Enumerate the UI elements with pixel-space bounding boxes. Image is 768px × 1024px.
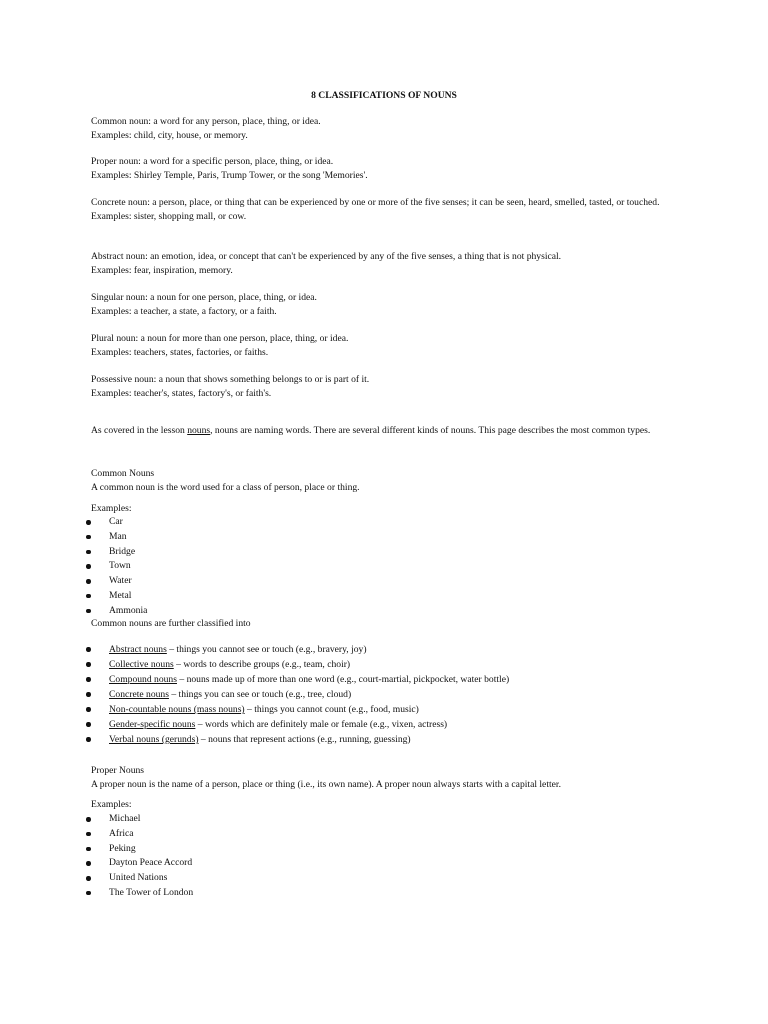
- list-item: Metal: [86, 589, 147, 604]
- proper-nouns-section-header: [91, 764, 561, 791]
- compound-nouns-link[interactable]: Compound nouns: [109, 674, 177, 685]
- list-item: [86, 702, 509, 717]
- non-countable-nouns-link[interactable]: Non-countable nouns (mass nouns): [109, 704, 245, 715]
- intro-paragraph: [91, 424, 661, 438]
- abstract-nouns-link[interactable]: Abstract nouns: [109, 644, 167, 655]
- common-nouns-section-header: [91, 467, 360, 494]
- list-item: Michael: [86, 812, 193, 827]
- definition-examples: Examples: teacher's, states, factory's, or faith's.: [91, 387, 272, 399]
- definition-concrete-noun: [91, 196, 681, 223]
- examples-label: Examples:: [91, 503, 132, 514]
- definition-line: Common noun: a word for any person, place, thing, or idea.: [91, 116, 321, 127]
- class-description: – words to describe groups (e.g., team, choir): [173, 659, 351, 670]
- definition-line: Possessive noun: a noun that shows something belongs to or is part of it.: [91, 374, 370, 385]
- definition-line: Proper noun: a word for a specific person, place, thing, or idea.: [91, 156, 334, 167]
- list-item: [86, 642, 509, 657]
- gender-specific-nouns-link[interactable]: Gender-specific nouns: [109, 719, 196, 730]
- section-heading: Proper Nouns: [91, 765, 145, 776]
- list-item: [86, 717, 509, 732]
- definition-examples: Examples: fear, inspiration, memory.: [91, 264, 233, 276]
- definition-common-noun: [91, 115, 681, 142]
- definition-examples: Examples: Shirley Temple, Paris, Trump Tower, or the song 'Memories'.: [91, 169, 368, 181]
- list-item: [86, 672, 509, 687]
- definition-examples: Examples: teachers, states, factories, or faiths.: [91, 346, 269, 358]
- section-description: A common noun is the word used for a class of person, place or thing.: [91, 481, 360, 493]
- list-item: The Tower of London: [86, 886, 193, 901]
- definition-line: Abstract noun: an emotion, idea, or concept that can't be experienced by any of the five senses, a thing that is not physical.: [91, 251, 562, 262]
- list-item: [86, 732, 509, 747]
- nouns-lesson-link[interactable]: nouns: [187, 425, 211, 436]
- definition-line: Singular noun: a noun for one person, place, thing, or idea.: [91, 292, 317, 303]
- definition-proper-noun: [91, 155, 681, 182]
- class-description: – nouns made up of more than one word (e.g., court-martial, pickpocket, water bottle): [176, 674, 510, 685]
- list-item: United Nations: [86, 871, 193, 886]
- list-item: Peking: [86, 842, 193, 857]
- examples-label: Examples:: [91, 799, 132, 810]
- definition-examples: Examples: child, city, house, or memory.: [91, 129, 248, 141]
- collective-nouns-link[interactable]: Collective nouns: [109, 659, 174, 670]
- class-description: – things you cannot count (e.g., food, music): [244, 704, 419, 715]
- section-heading: Common Nouns: [91, 468, 155, 479]
- definition-line: Concrete noun: a person, place, or thing that can be experienced by one or more of the five senses; it can be seen, heard, smelled, tasted, or touched.: [91, 197, 660, 208]
- definition-plural-noun: [91, 332, 681, 359]
- list-item: Town: [86, 559, 147, 574]
- definition-possessive-noun: [91, 373, 681, 400]
- definition-examples: Examples: sister, shopping mall, or cow.: [91, 210, 247, 222]
- further-classified-label: Common nouns are further classified into: [91, 618, 251, 629]
- class-description: – words which are definitely male or female (e.g., vixen, actress): [195, 719, 448, 730]
- definition-line: Plural noun: a noun for more than one person, place, thing, or idea.: [91, 333, 349, 344]
- definition-examples: Examples: a teacher, a state, a factory, or a faith.: [91, 305, 277, 317]
- common-examples-list: [86, 515, 147, 619]
- list-item: Car: [86, 515, 147, 530]
- list-item: [86, 657, 509, 672]
- list-item: Water: [86, 574, 147, 589]
- class-description: – things you can see or touch (e.g., tree, cloud): [168, 689, 352, 700]
- proper-examples-list: [86, 812, 193, 901]
- list-item: [86, 687, 509, 702]
- list-item: Dayton Peace Accord: [86, 856, 193, 871]
- definition-singular-noun: [91, 291, 681, 318]
- list-item: Ammonia: [86, 604, 147, 619]
- class-description: – things you cannot see or touch (e.g., bravery, joy): [166, 644, 367, 655]
- section-description: A proper noun is the name of a person, place or thing (i.e., its own name). A proper noun always starts with a capital letter.: [91, 778, 561, 790]
- list-item: Bridge: [86, 545, 147, 560]
- intro-text-before: As covered in the lesson: [91, 425, 188, 436]
- class-description: – nouns that represent actions (e.g., running, guessing): [198, 734, 411, 745]
- noun-classes-list: [86, 642, 509, 747]
- list-item: Man: [86, 530, 147, 545]
- page-title: 8 CLASSIFICATIONS OF NOUNS: [311, 90, 457, 101]
- intro-text-after: , nouns are naming words. There are several different kinds of nouns. This page describes the most common types.: [210, 425, 651, 436]
- list-item: Africa: [86, 827, 193, 842]
- concrete-nouns-link[interactable]: Concrete nouns: [109, 689, 169, 700]
- verbal-nouns-link[interactable]: Verbal nouns (gerunds): [109, 734, 199, 745]
- definition-abstract-noun: [91, 250, 681, 277]
